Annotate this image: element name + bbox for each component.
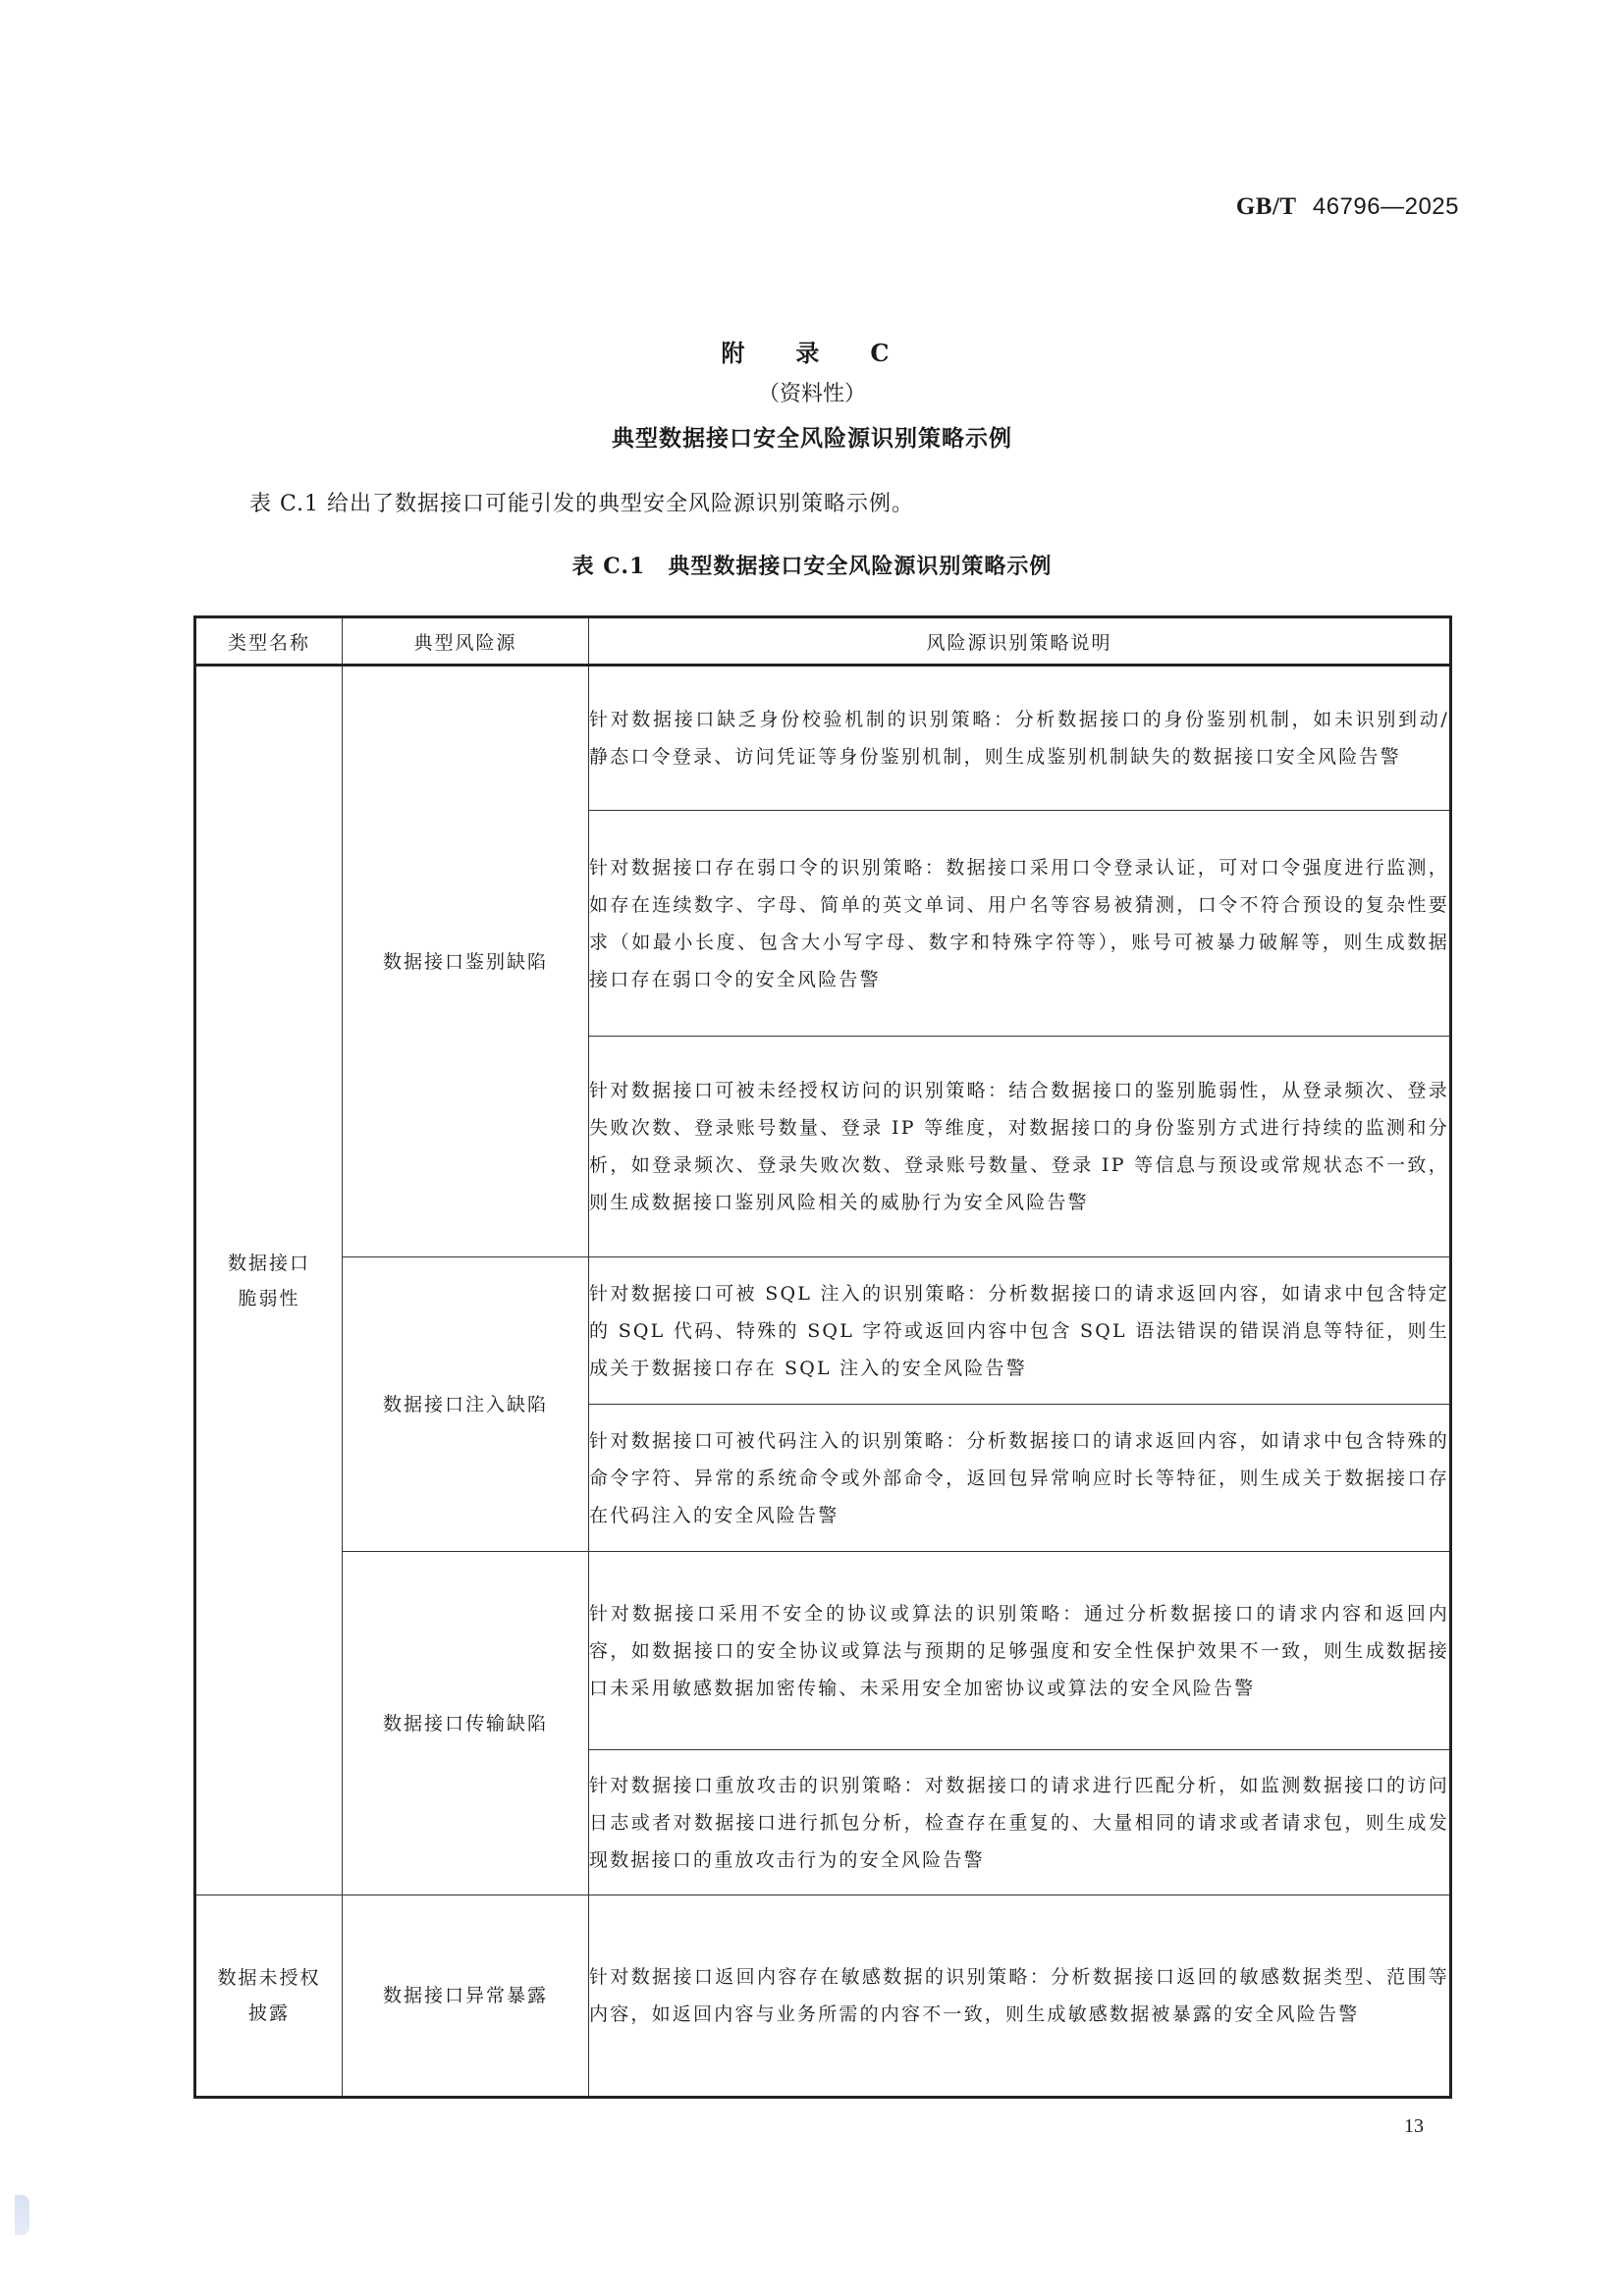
header-strategy: 风险源识别策略说明 <box>589 617 1451 666</box>
strategy-cell: 针对数据接口重放攻击的识别策略：对数据接口的请求进行匹配分析，如监测数据接口的访问日志或者对数据接口进行抓包分析，检查存在重复的、大量相同的请求或者请求包，则生成发现数据接口的重放攻击行为的安全风险告警 <box>589 1750 1451 1896</box>
risk-source-cell <box>343 1552 589 1896</box>
strategy-cell: 针对数据接口采用不安全的协议或算法的识别策略：通过分析数据接口的请求内容和返回内容，如数据接口的安全协议或算法与预期的足够强度和安全性保护效果不一致，则生成数据接口未采用敏感数据加密传输、未采用安全加密协议或算法的安全风险告警 <box>589 1552 1451 1750</box>
risk-source-label: 数据接口注入缺陷 <box>382 1393 548 1415</box>
appendix-title: 附 录 C <box>721 339 903 367</box>
appendix-nature: （资料性） <box>757 382 866 406</box>
header-category: 类型名称 <box>195 617 343 666</box>
header-risk-source: 典型风险源 <box>343 617 589 666</box>
standard-prefix: GB/T <box>1235 193 1297 220</box>
table-header-row <box>195 617 1451 666</box>
page-number: 13 <box>1404 2115 1424 2137</box>
strategy-cell: 针对数据接口缺乏身份校验机制的识别策略：分析数据接口的身份鉴别机制，如未识别到动/静态口令登录、访问凭证等身份鉴别机制，则生成鉴别机制缺失的数据接口安全风险告警 <box>589 666 1451 811</box>
risk-source-cell <box>343 1896 589 2098</box>
standard-number: 46796—2025 <box>1312 193 1459 220</box>
risk-source-label: 数据接口传输缺陷 <box>382 1712 548 1735</box>
strategy-cell: 针对数据接口存在弱口令的识别策略：数据接口采用口令登录认证，可对口令强度进行监测，如存在连续数字、字母、简单的英文单词、用户名等容易被猜测，口令不符合预设的复杂性要求（如最小长度、包含大小写字母、数字和特殊字符等），账号可被暴力破解等，则生成数据接口存在弱口令的安全风险告警 <box>589 811 1451 1037</box>
table-row <box>195 1257 1451 1405</box>
category-label: 数据未授权披露 <box>217 1967 321 2024</box>
table-row <box>195 1552 1451 1750</box>
risk-source-cell <box>343 666 589 1257</box>
risk-source-label: 数据接口鉴别缺陷 <box>382 950 548 973</box>
table-caption: 表 C.1 典型数据接口安全风险源识别策略示例 <box>571 554 1053 579</box>
risk-source-label: 数据接口异常暴露 <box>382 1985 548 2006</box>
risk-source-table <box>193 615 1452 2099</box>
strategy-cell: 针对数据接口可被代码注入的识别策略：分析数据接口的请求返回内容，如请求中包含特殊的命令字符、异常的系统命令或外部命令，返回包异常响应时长等特征，则生成关于数据接口存在代码注入的安全风险告警 <box>589 1405 1451 1552</box>
risk-source-cell <box>343 1257 589 1552</box>
strategy-cell: 针对数据接口返回内容存在敏感数据的识别策略：分析数据接口返回的敏感数据类型、范围等内容，如返回内容与业务所需的内容不一致，则生成敏感数据被暴露的安全风险告警 <box>589 1896 1451 2098</box>
table-row <box>195 1896 1451 2098</box>
intro-paragraph: 表 C.1 给出了数据接口可能引发的典型安全风险源识别策略示例。 <box>249 492 915 516</box>
strategy-cell: 针对数据接口可被 SQL 注入的识别策略：分析数据接口的请求返回内容，如请求中包含特定的 SQL 代码、特殊的 SQL 字符或返回内容中包含 SQL 语法错误的错误消息等特征，则生成关于数据接口存在 SQL 注入的安全风险告警 <box>589 1257 1451 1405</box>
table-row <box>195 666 1451 811</box>
standard-code <box>1236 192 1459 221</box>
category-cell <box>195 666 343 1896</box>
category-label: 数据接口脆弱性 <box>227 1252 310 1309</box>
strategy-cell: 针对数据接口可被未经授权访问的识别策略：结合数据接口的鉴别脆弱性，从登录频次、登录失败次数、登录账号数量、登录 IP 等维度，对数据接口的身份鉴别方式进行持续的监测和分析，如登录频次、登录失败次数、登录账号数量、登录 IP 等信息与预设或常规状态不一致，则生成数据接口鉴别风险相关的威胁行为安全风险告警 <box>589 1037 1451 1257</box>
sac-logo <box>15 2195 29 2235</box>
appendix-name: 典型数据接口安全风险源识别策略示例 <box>612 425 1012 452</box>
category-cell <box>195 1896 343 2098</box>
